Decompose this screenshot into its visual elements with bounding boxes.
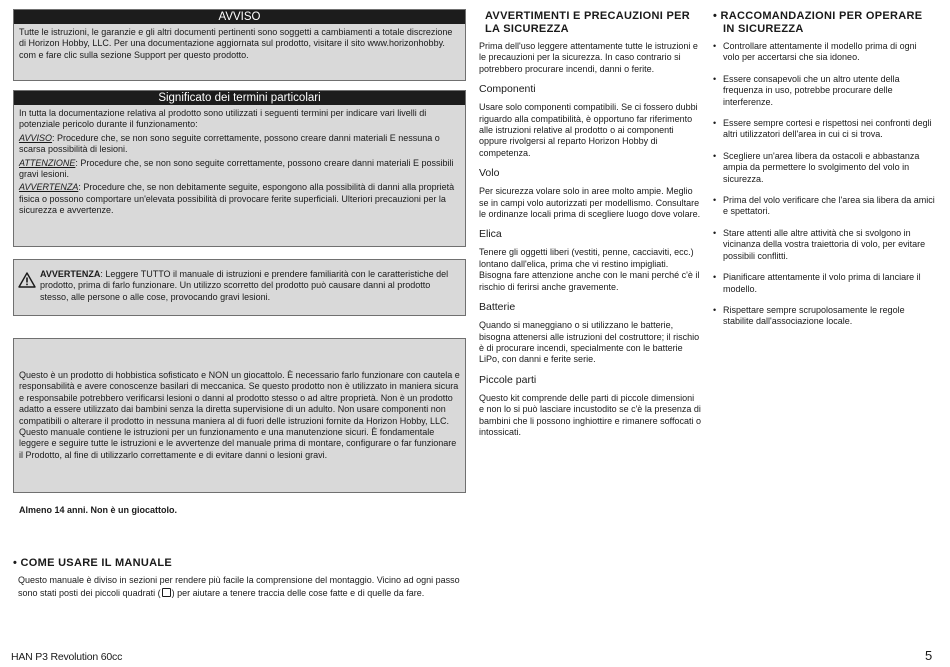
avviso-title: AVVISO xyxy=(14,10,465,24)
terms-intro: In tutta la documentazione relativa al prodotto sono utilizzati i seguenti termini per indicare vari livelli di potenziale pericolo durante il funzionamento: xyxy=(19,108,427,130)
list-item: • Scegliere un'area libera da ostacoli e abbastanza ampia da permettere lo svolgimento del volo in sicurezza. xyxy=(713,151,935,185)
warning-triangle-icon xyxy=(18,272,36,288)
age-note: Almeno 14 anni. Non è un giocattolo. xyxy=(19,505,178,515)
text-piccole-parti: Questo kit comprende delle parti di piccole dimensioni e non lo si può lasciare incustodito se c'è la presenza di bambini che li possono inghiottire e rimanere soffocati o intossicati. xyxy=(479,392,701,437)
hobby-text: Questo è un prodotto di hobbistica sofisticato e NON un giocattolo. È necessario farlo funzionare con cautela e responsabilità e avere conoscenze basilari di meccanica. Se questo prodotto non è utilizzato in maniera sicura e responsabile potrebbero verificarsi lesioni o danni al prodotto stesso o ad altre proprietà. Non è un prodotto adatto a essere utilizzato dai bambini senza la diretta supervisione di un adulto. Non usare componenti non compatibili o alterare il prodotto in nessuna maniera al di fuori delle istruzioni fornite da Horizon Hobby, LLC. Questo manuale contiene le istruzioni per un funzionamento e una manutenzione sicuri. È fondamentale leggere e seguire tutte le istruzioni e le avvertenze del manuale prima di montare, configurare o far funzionare il Prodotto, al fine di utilizzarlo correttamente e di evitare danni o lesioni gravi. xyxy=(19,370,460,460)
term-avviso: AVVISO: Procedure che, se non sono seguite correttamente, possono creare danni materiali E nessuna o scarsa possibilità di lesioni. xyxy=(19,132,440,155)
manual-section xyxy=(13,557,468,600)
precautions-column xyxy=(479,10,701,438)
list-item: • Essere sempre cortesi e rispettosi nei confronti degli altri utilizzatori dell'area in cui ci si trova. xyxy=(713,118,935,141)
checkbox-square-icon xyxy=(162,588,171,597)
precautions-intro: Prima dell'uso leggere attentamente tutte le istruzioni e le precauzioni per la sicurezza. In caso contrario si potrebbero procurare incendi, danni o ferite. xyxy=(479,41,698,74)
precautions-title: AVVERTIMENTI E PRECAUZIONI PER LA SICUREZZA xyxy=(485,10,690,35)
list-item: • Essere consapevoli che un altro utente della frequenza in uso, potrebbe procurare delle interferenze. xyxy=(713,74,935,108)
recommendations-title: • RACCOMANDAZIONI PER OPERARE IN SICUREZZA xyxy=(713,10,923,35)
manual-text: Questo manuale è diviso in sezioni per rendere più facile la comprensione del montaggio. Vicino ad ogni passo sono stati posti dei piccoli quadrati ( ) per aiutare a tenere traccia delle cose fatte e di quelle da fare. xyxy=(18,574,460,598)
heading-componenti: Componenti xyxy=(479,83,536,96)
list-item: • Stare attenti alle altre attività che si svolgono in vicinanza della vostra traiettoria di volo, per evitare possibili conflitti. xyxy=(713,228,935,262)
term-attenzione: ATTENZIONE: Procedure che, se non sono seguite correttamente, possono creare danni materiali E possibili gravi lesioni. xyxy=(19,157,454,180)
heading-batterie: Batterie xyxy=(479,301,516,314)
term-avvertenza: AVVERTENZA: Procedure che, se non debitamente seguite, espongono alla possibilità di danni alla proprietà fisica o possono comportare un'elevata possibilità di provocare ferite superficiali. Ulteriori precauzioni per la sicurezza e avvertenze. xyxy=(19,182,455,216)
terms-box xyxy=(13,90,466,247)
text-elica: Tenere gli oggetti liberi (vestiti, penne, cacciaviti, ecc.) lontano dall'elica, prima che vi restino impigliati. Bisogna fare attenzione anche con le mani perché c'è il rischio di ferirsi anche gravemente. xyxy=(479,247,700,292)
avviso-text: Tutte le istruzioni, le garanzie e gli altri documenti pertinenti sono soggetti a cambiamenti a totale discrezione di Horizon Hobby, LLC. Per una documentazione aggiornata sul prodotto, visitare il sito www.horizonhobby. com e fare clic sulla sezione Support per questo prodotto. xyxy=(19,27,453,60)
terms-title: Significato dei termini particolari xyxy=(14,91,465,105)
list-item: • Controllare attentamente il modello prima di ogni volo per accertarsi che sia idoneo. xyxy=(713,41,935,64)
page-number: 5 xyxy=(925,648,933,663)
heading-piccole-parti: Piccole parti xyxy=(479,373,537,386)
heading-volo: Volo xyxy=(479,167,500,180)
recommendations-column xyxy=(713,10,935,338)
text-volo: Per sicurezza volare solo in aree molto ampie. Meglio se in campi volo autorizzati per modellismo. Consultare le ordinanze locali prima di scegliere luogo dove volare. xyxy=(479,186,701,220)
manual-title: • COME USARE IL MANUALE xyxy=(13,557,173,569)
text-componenti: Usare solo componenti compatibili. Se ci fossero dubbi riguardo alla compatibilità, è opportuno far riferimento alle istruzioni relative al prodotto o ai componenti oppure rivolgersi al reparto Horizon Hobby di competenza. xyxy=(479,102,698,158)
list-item: • Prima del volo verificare che l'area sia libera da amici e spettatori. xyxy=(713,195,935,218)
list-item: • Rispettare sempre scrupolosamente le regole stabilite dall'associazione locale. xyxy=(713,305,935,328)
warning-box xyxy=(13,259,466,316)
recommendations-list xyxy=(713,41,935,328)
text-batterie: Quando si maneggiano o si utilizzano le batterie, bisogna attenersi alle istruzioni del costruttore; il rischio è di procurare incendi, specialmente con le batterie LiPo, con danni e ferite serie. xyxy=(479,320,700,365)
list-item: • Pianificare attentamente il volo prima di lanciare il modello. xyxy=(713,272,935,295)
heading-elica: Elica xyxy=(479,228,502,241)
warning-text: AVVERTENZA: Leggere TUTTO il manuale di istruzioni e prendere familiarità con le caratteristiche del prodotto, prima di farlo funzionare. Un utilizzo scorretto del prodotto può causare danni al prodotto stesso, alle persone o alle cose, provocando gravi lesioni. xyxy=(40,269,449,302)
hobby-box xyxy=(13,338,466,493)
avviso-box xyxy=(13,9,466,81)
footer-title: HAN P3 Revolution 60cc xyxy=(11,651,123,663)
